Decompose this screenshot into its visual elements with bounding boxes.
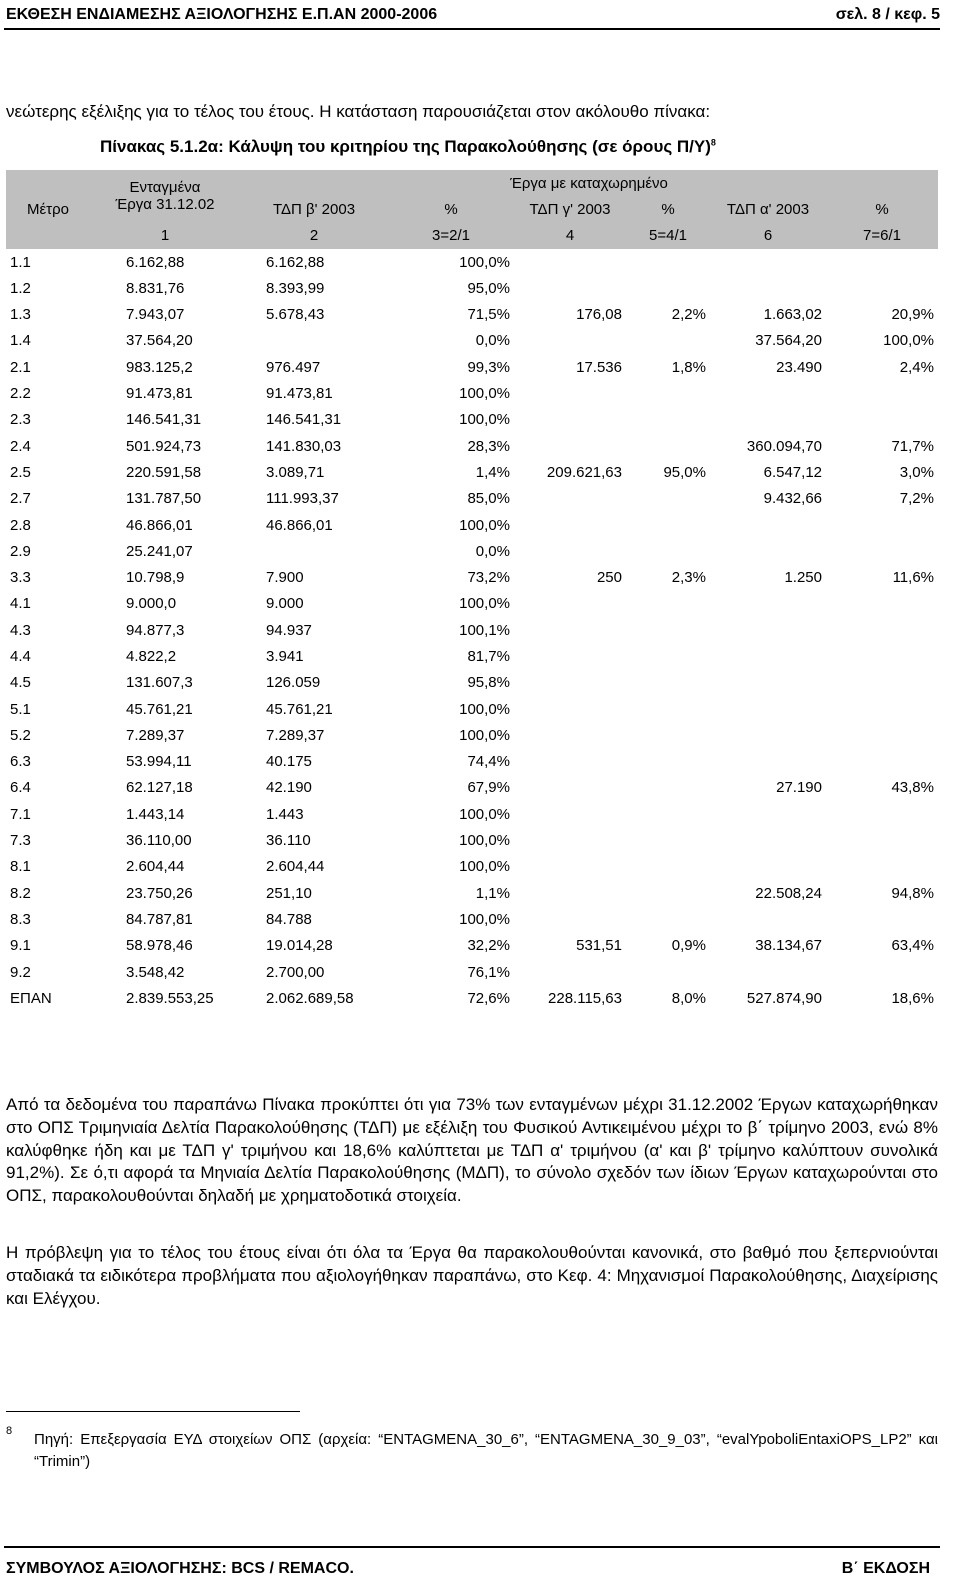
table-row: [6, 854, 938, 880]
value-cell: [514, 433, 626, 459]
table-row: [6, 407, 938, 433]
value-cell: 20,9%: [891, 306, 934, 324]
col-entagmena-header: [90, 170, 240, 223]
value-cell: [514, 512, 626, 538]
value-cell: 11,6%: [892, 569, 934, 587]
header-title: ΕΚΘΕΣΗ ΕΝΔΙΑΜΕΣΗΣ ΑΞΙΟΛΟΓΗΣΗΣ Ε.Π.ΑΝ 2000-2006: [6, 6, 438, 23]
value-cell: 0,9%: [671, 937, 706, 955]
value-cell: 63,4%: [891, 937, 934, 955]
measure-cell: 2.5: [10, 463, 31, 481]
value-cell: [514, 696, 626, 722]
footnote-text: Πηγή: Επεξεργασία ΕΥΔ στοιχείων ΟΠΣ (αρχεία: “ENTAGMENA_30_6”, “ENTAGMENA_30_9_03”, “evalYpoboliEntaxiOPS_LP2” και “Trimin”): [34, 1431, 938, 1470]
value-cell: 91.473,81: [126, 385, 193, 403]
subheader-cell: ΤΔΠ β' 2003: [240, 196, 388, 222]
intro-text: νεώτερης εξέλιξης για το τέλος του έτους. Η κατάσταση παρουσιάζεται στον ακόλουθο πίνακα:: [6, 102, 711, 121]
measure-cell: 1.2: [10, 279, 31, 297]
value-cell: 38.134,67: [755, 937, 822, 955]
measure-cell: 9.1: [10, 937, 31, 955]
value-cell: 100,0%: [459, 385, 510, 403]
col-metro-header: Μέτρο: [6, 170, 90, 249]
subheader-cell: ΤΔΠ α' 2003: [710, 196, 826, 222]
value-cell: 0,0%: [475, 332, 510, 350]
value-cell: 100,0%: [459, 516, 510, 534]
value-cell: 1,8%: [671, 358, 706, 376]
table-row: [6, 880, 938, 906]
measure-cell: 4.5: [10, 674, 31, 692]
value-cell: 81,7%: [467, 647, 510, 665]
measure-cell: 2.2: [10, 385, 31, 403]
measure-cell: 8.2: [10, 884, 31, 902]
formula-cell: 7=6/1: [826, 223, 938, 249]
value-cell: 983.125,2: [126, 358, 193, 376]
formula-cell: 3=2/1: [388, 223, 514, 249]
value-cell: 9.000,0: [126, 595, 177, 613]
value-cell: 94.877,3: [126, 621, 185, 639]
measure-cell: 8.3: [10, 910, 31, 928]
footer-edition: Β΄ ΕΚΔΟΣΗ: [841, 1560, 930, 1577]
value-cell: 126.059: [266, 674, 321, 692]
value-cell: 531,51: [576, 937, 622, 955]
value-cell: [626, 722, 710, 748]
value-cell: [626, 854, 710, 880]
value-cell: 2.839.553,25: [126, 989, 214, 1007]
value-cell: 228.115,63: [548, 989, 622, 1007]
value-cell: 2.700,00: [266, 963, 325, 981]
value-cell: 527.874,90: [746, 989, 822, 1007]
value-cell: 18,6%: [891, 989, 934, 1007]
value-cell: [626, 512, 710, 538]
value-cell: [826, 643, 938, 669]
value-cell: 53.994,11: [126, 753, 192, 771]
value-cell: [826, 617, 938, 643]
value-cell: [826, 959, 938, 985]
value-cell: 1.663,02: [763, 306, 822, 324]
value-cell: [514, 827, 626, 853]
table-row: [6, 985, 938, 1011]
value-cell: 6.547,12: [763, 463, 822, 481]
value-cell: 9.000: [266, 595, 304, 613]
value-cell: 22.508,24: [755, 884, 822, 902]
value-cell: [626, 959, 710, 985]
table-row: [6, 249, 938, 275]
measure-cell: 2.7: [10, 490, 31, 508]
value-cell: 7,2%: [899, 490, 934, 508]
value-cell: 42.190: [266, 779, 312, 797]
value-cell: [626, 906, 710, 932]
table-row: [6, 617, 938, 643]
value-cell: 3.548,42: [126, 963, 185, 981]
value-cell: [626, 827, 710, 853]
value-cell: [514, 854, 626, 880]
value-cell: 62.127,18: [126, 779, 193, 797]
value-cell: [710, 249, 826, 275]
coverage-table: [6, 170, 938, 1012]
value-cell: [826, 801, 938, 827]
formula-cell: 6: [710, 223, 826, 249]
value-cell: 71,7%: [891, 437, 934, 455]
value-cell: 71,5%: [467, 306, 510, 324]
value-cell: 100,0%: [459, 832, 510, 850]
value-cell: [626, 880, 710, 906]
value-cell: [514, 880, 626, 906]
value-cell: 94,8%: [891, 884, 934, 902]
header-rule: [4, 28, 940, 30]
value-cell: 100,0%: [459, 858, 510, 876]
value-cell: [710, 538, 826, 564]
value-cell: [626, 696, 710, 722]
value-cell: [710, 380, 826, 406]
value-cell: [626, 328, 710, 354]
value-cell: 8,0%: [671, 989, 706, 1007]
value-cell: [514, 670, 626, 696]
value-cell: [826, 249, 938, 275]
value-cell: [626, 749, 710, 775]
value-cell: 100,0%: [459, 411, 510, 429]
value-cell: 251,10: [266, 884, 312, 902]
value-cell: 45.761,21: [266, 700, 333, 718]
value-cell: [626, 275, 710, 301]
measure-cell: 6.3: [10, 753, 31, 771]
measure-cell: 1.3: [10, 306, 31, 324]
value-cell: 74,4%: [467, 753, 510, 771]
value-cell: [514, 801, 626, 827]
measure-cell: 7.3: [10, 832, 31, 850]
measure-cell: 6.4: [10, 779, 31, 797]
measure-cell: 9.2: [10, 963, 31, 981]
table-row: [6, 486, 938, 512]
value-cell: 40.175: [266, 753, 312, 771]
value-cell: 46.866,01: [126, 516, 193, 534]
value-cell: 95,8%: [467, 674, 510, 692]
paragraph-1: Από τα δεδομένα του παραπάνω Πίνακα προκύπτει ότι για 73% των ενταγμένων μέχρι 31.12.2002 Έργων καταχωρήθηκαν στο ΟΠΣ Τριμηνιαία Δελτία Παρακολούθησης (ΤΔΠ) με εξέλιξη του Φυσικού Αντικειμένου μέχρι το β΄ τρίμηνο 2003, ενώ 8% καλύφθηκε ήδη και με ΤΔΠ γ' τριμήνου και 18,6% καλύπτεται με ΤΔΠ α' τριμήνου (α' και β' τρίμηνο καλύπτουν συνολικά 91,2%). Σε ό,τι αφορά τα Μηνιαία Δελτία Παρακολούθησης (ΜΔΠ), το σύνολο σχεδόν των ίδιων Έργων καταχωρούνται στο ΟΠΣ, παρακολουθούνται δηλαδή με χρηματοδοτικά στοιχεία.: [6, 1095, 938, 1206]
subheader-cell: %: [626, 196, 710, 222]
group-header: Έργα με καταχωρημένο: [240, 170, 938, 196]
value-cell: 3,0%: [899, 463, 934, 481]
value-cell: [626, 407, 710, 433]
value-cell: [826, 827, 938, 853]
value-cell: [710, 827, 826, 853]
value-cell: [626, 670, 710, 696]
table-row: [6, 722, 938, 748]
value-cell: [710, 854, 826, 880]
table-row: [6, 696, 938, 722]
table-row: [6, 275, 938, 301]
formula-cell: 2: [240, 223, 388, 249]
formula-row: [6, 223, 938, 249]
value-cell: 45.761,21: [126, 700, 193, 718]
value-cell: 95,0%: [663, 463, 706, 481]
value-cell: [514, 328, 626, 354]
value-cell: [710, 749, 826, 775]
header-page-ref: σελ. 8 / κεφ. 5: [835, 6, 940, 23]
value-cell: 2,3%: [671, 569, 706, 587]
measure-cell: 2.8: [10, 516, 31, 534]
value-cell: 100,0%: [459, 595, 510, 613]
value-cell: [514, 775, 626, 801]
measure-cell: 7.1: [10, 805, 31, 823]
value-cell: [826, 854, 938, 880]
value-cell: 67,9%: [467, 779, 510, 797]
value-cell: [514, 643, 626, 669]
value-cell: 1,4%: [475, 463, 510, 481]
page-header: [0, 0, 940, 30]
formula-cell: 5=4/1: [626, 223, 710, 249]
value-cell: [514, 275, 626, 301]
table-row: [6, 801, 938, 827]
value-cell: [710, 696, 826, 722]
table-row: [6, 906, 938, 932]
value-cell: 72,6%: [467, 989, 510, 1007]
value-cell: 25.241,07: [126, 542, 193, 560]
table-row: [6, 301, 938, 327]
table-row: [6, 354, 938, 380]
value-cell: [626, 433, 710, 459]
value-cell: 23.750,26: [126, 884, 193, 902]
value-cell: 8.831,76: [126, 279, 185, 297]
value-cell: [626, 380, 710, 406]
value-cell: [826, 512, 938, 538]
value-cell: 36.110,00: [126, 832, 192, 850]
value-cell: 5.678,43: [266, 306, 325, 324]
table-caption: [100, 137, 716, 157]
table-row: [6, 380, 938, 406]
value-cell: [710, 722, 826, 748]
value-cell: 2,2%: [671, 306, 706, 324]
value-cell: 3.089,71: [266, 463, 325, 481]
footnote-mark: 8: [6, 1425, 13, 1437]
value-cell: 209.621,63: [546, 463, 622, 481]
table-row: [6, 328, 938, 354]
subheader-cell: %: [388, 196, 514, 222]
value-cell: 1.250: [784, 569, 822, 587]
value-cell: [626, 538, 710, 564]
value-cell: 2,4%: [899, 358, 934, 376]
value-cell: 100,0%: [883, 332, 934, 350]
value-cell: [514, 538, 626, 564]
value-cell: [514, 722, 626, 748]
value-cell: [514, 617, 626, 643]
table-row: [6, 538, 938, 564]
value-cell: 37.564,20: [755, 332, 822, 350]
value-cell: [626, 591, 710, 617]
footer-rule: [4, 1546, 940, 1548]
value-cell: 46.866,01: [266, 516, 333, 534]
value-cell: [626, 801, 710, 827]
value-cell: [514, 249, 626, 275]
value-cell: [826, 749, 938, 775]
value-cell: 85,0%: [467, 490, 510, 508]
value-cell: 360.094,70: [746, 437, 822, 455]
value-cell: 146.541,31: [266, 411, 342, 429]
value-cell: 146.541,31: [126, 411, 202, 429]
table-row: [6, 933, 938, 959]
value-cell: 131.607,3: [126, 674, 193, 692]
value-cell: [826, 591, 938, 617]
value-cell: 17.536: [576, 358, 622, 376]
table-row: [6, 643, 938, 669]
value-cell: 7.289,37: [266, 726, 325, 744]
subheader-cell: %: [826, 196, 938, 222]
table-row: [6, 564, 938, 590]
value-cell: [514, 591, 626, 617]
value-cell: [826, 538, 938, 564]
measure-cell: 2.4: [10, 437, 31, 455]
value-cell: 100,0%: [459, 910, 510, 928]
table-row: [6, 670, 938, 696]
value-cell: 37.564,20: [126, 332, 193, 350]
value-cell: [626, 617, 710, 643]
table-body: [6, 249, 938, 1012]
measure-cell: 4.3: [10, 621, 31, 639]
value-cell: 94.937: [266, 621, 312, 639]
value-cell: 43,8%: [891, 779, 934, 797]
value-cell: 7.900: [266, 569, 304, 587]
value-cell: 10.798,9: [126, 569, 185, 587]
value-cell: 95,0%: [467, 279, 510, 297]
value-cell: [514, 906, 626, 932]
table-row: [6, 959, 938, 985]
value-cell: 100,0%: [459, 726, 510, 744]
value-cell: [826, 407, 938, 433]
table-row: [6, 433, 938, 459]
formula-cell: 4: [514, 223, 626, 249]
measure-cell: 3.3: [10, 569, 31, 587]
value-cell: 32,2%: [467, 937, 510, 955]
value-cell: 0,0%: [475, 542, 510, 560]
value-cell: [514, 959, 626, 985]
value-cell: [826, 722, 938, 748]
value-cell: 100,0%: [459, 700, 510, 718]
value-cell: [710, 407, 826, 433]
measure-cell: 1.1: [10, 253, 31, 271]
formula-cell: 1: [90, 223, 240, 249]
value-cell: 36.110: [266, 832, 311, 850]
value-cell: 2.604,44: [266, 858, 325, 876]
value-cell: [514, 486, 626, 512]
value-cell: 4.822,2: [126, 647, 177, 665]
measure-cell: 4.4: [10, 647, 31, 665]
value-cell: 976.497: [266, 358, 321, 376]
table-row: [6, 512, 938, 538]
value-cell: 250: [596, 569, 622, 587]
footer-consultant: ΣΥΜΒΟΥΛΟΣ ΑΞΙΟΛΟΓΗΣΗΣ: BCS / REMACO.: [6, 1560, 354, 1577]
value-cell: [626, 486, 710, 512]
value-cell: 91.473,81: [266, 385, 333, 403]
value-cell: [710, 275, 826, 301]
measure-cell: 4.1: [10, 595, 31, 613]
value-cell: [826, 696, 938, 722]
col-entagmena-line2: Έργα 31.12.02: [115, 196, 215, 214]
measure-cell: ΕΠΑΝ: [10, 989, 52, 1007]
table-row: [6, 459, 938, 485]
value-cell: 76,1%: [467, 963, 510, 981]
value-cell: 1,1%: [475, 884, 510, 902]
value-cell: 111.993,37: [266, 490, 339, 508]
value-cell: 99,3%: [467, 358, 510, 376]
value-cell: 6.162,88: [266, 253, 325, 271]
value-cell: 19.014,28: [266, 937, 333, 955]
measure-cell: 2.3: [10, 411, 31, 429]
measure-cell: 8.1: [10, 858, 31, 876]
value-cell: 220.591,58: [126, 463, 202, 481]
value-cell: [826, 275, 938, 301]
value-cell: [710, 801, 826, 827]
value-cell: 84.788: [266, 910, 312, 928]
value-cell: 7.943,07: [126, 306, 185, 324]
value-cell: 7.289,37: [126, 726, 185, 744]
table-row: [6, 591, 938, 617]
measure-cell: 1.4: [10, 332, 31, 350]
subheader-cell: ΤΔΠ γ' 2003: [514, 196, 626, 222]
value-cell: [710, 591, 826, 617]
value-cell: 2.604,44: [126, 858, 185, 876]
value-cell: [710, 959, 826, 985]
value-cell: 1.443: [266, 805, 304, 823]
value-cell: [826, 670, 938, 696]
value-cell: [240, 328, 388, 354]
value-cell: 27.190: [776, 779, 822, 797]
value-cell: [514, 407, 626, 433]
value-cell: 3.941: [266, 647, 304, 665]
value-cell: 9.432,66: [763, 490, 822, 508]
table-row: [6, 749, 938, 775]
measure-cell: 2.9: [10, 542, 31, 560]
value-cell: 100,0%: [459, 253, 510, 271]
table-row: [6, 775, 938, 801]
value-cell: 23.490: [776, 358, 822, 376]
value-cell: 501.924,73: [126, 437, 202, 455]
value-cell: 2.062.689,58: [266, 989, 354, 1007]
value-cell: 100,1%: [459, 621, 510, 639]
value-cell: [514, 749, 626, 775]
value-cell: [710, 512, 826, 538]
value-cell: 100,0%: [459, 805, 510, 823]
value-cell: 84.787,81: [126, 910, 193, 928]
measure-cell: 5.2: [10, 726, 31, 744]
value-cell: 58.978,46: [126, 937, 193, 955]
measure-cell: 5.1: [10, 700, 31, 718]
value-cell: 131.787,50: [126, 490, 202, 508]
value-cell: 28,3%: [467, 437, 510, 455]
value-cell: [626, 775, 710, 801]
caption-footnote-ref: 8: [710, 137, 716, 148]
value-cell: [826, 380, 938, 406]
value-cell: [514, 380, 626, 406]
value-cell: 8.393,99: [266, 279, 325, 297]
value-cell: 176,08: [576, 306, 622, 324]
footnote-rule: [6, 1411, 300, 1412]
value-cell: [710, 670, 826, 696]
col-entagmena-line1: Ενταγμένα: [129, 179, 201, 197]
value-cell: [710, 906, 826, 932]
value-cell: [626, 643, 710, 669]
value-cell: [626, 249, 710, 275]
measure-cell: 2.1: [10, 358, 31, 376]
value-cell: 6.162,88: [126, 253, 185, 271]
value-cell: 141.830,03: [266, 437, 342, 455]
value-cell: 73,2%: [467, 569, 510, 587]
value-cell: [710, 643, 826, 669]
value-cell: [826, 906, 938, 932]
value-cell: [240, 538, 388, 564]
table-row: [6, 827, 938, 853]
caption-text: Πίνακας 5.1.2α: Κάλυψη του κριτηρίου της Παρακολούθησης (σε όρους Π/Υ): [100, 137, 711, 156]
paragraph-2: Η πρόβλεψη για το τέλος του έτους είναι ότι όλα τα Έργα θα παρακολουθούνται κανονικά, στο βαθμό που ξεπερνιούνται σταδιακά τα ειδικότερα προβλήματα που αξιολογήθηκαν παραπάνω, στο Κεφ. 4: Μηχανισμοί Παρακολούθησης, Διαχείρισης και Ελέγχου.: [6, 1243, 938, 1308]
value-cell: [710, 617, 826, 643]
value-cell: 1.443,14: [126, 805, 185, 823]
